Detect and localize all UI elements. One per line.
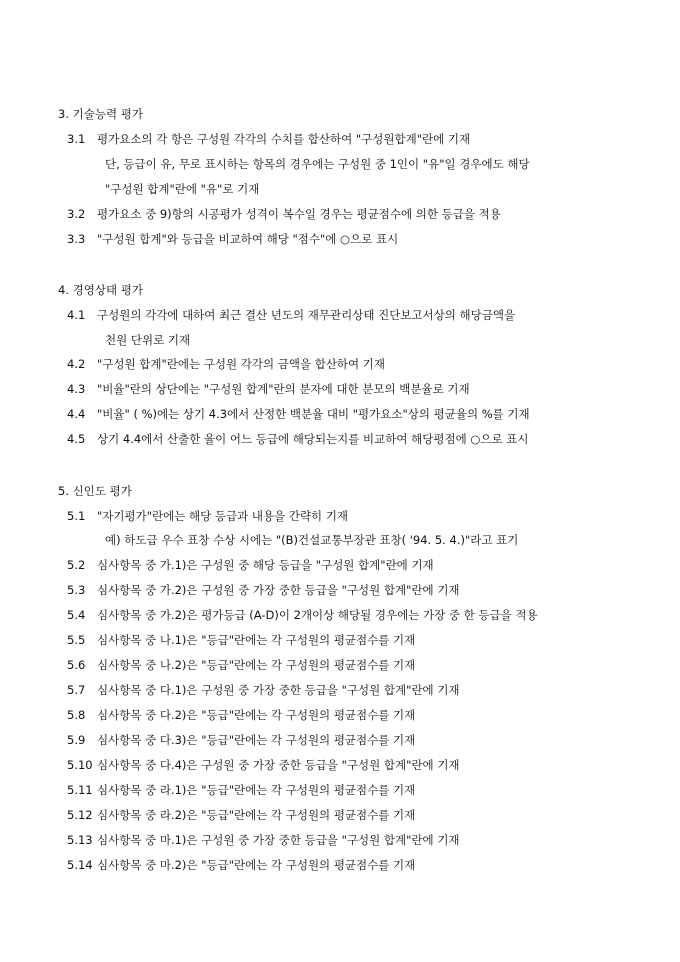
section-heading: 4. 경영상태 평가 (58, 283, 143, 297)
item-number: 5.5 (67, 633, 86, 647)
item-text: 심사항목 중 마.2)은 "등급"란에는 각 구성원의 평균점수를 기재 (97, 858, 416, 872)
list-item (67, 832, 460, 848)
list-item (67, 757, 460, 773)
item-text: 평가요소의 각 항은 구성원 각각의 수치를 합산하여 "구성원합계"란에 기재 (97, 132, 471, 146)
item-text: 구성원의 각각에 대하여 최근 결산 년도의 재무관리상태 진단보고서상의 해당금액을 (97, 308, 516, 322)
list-item (67, 657, 415, 673)
item-number: 3.3 (67, 232, 86, 246)
item-number: 3.2 (67, 207, 86, 221)
item-text: "비율" ( %)에는 상기 4.3에서 산정한 백분율 대비 "평가요소"상의 평균율의 %를 기재 (97, 407, 530, 421)
list-item (67, 582, 460, 598)
item-number: 4.3 (67, 382, 86, 396)
item-number: 5.3 (67, 583, 86, 597)
item-continuation: 천원 단위로 기재 (105, 333, 191, 347)
item-number: 4.5 (67, 432, 86, 446)
item-number: 5.10 (67, 758, 93, 772)
item-number: 5.13 (67, 833, 93, 847)
item-number: 5.4 (67, 608, 86, 622)
list-item (67, 557, 434, 573)
list-item (67, 782, 415, 798)
list-item (67, 632, 415, 648)
list-item (67, 406, 530, 422)
list-item (67, 682, 460, 698)
list-item (67, 307, 515, 323)
item-number: 3.1 (67, 132, 86, 146)
list-item (67, 857, 415, 873)
list-item (67, 707, 415, 723)
item-number: 5.2 (67, 558, 86, 572)
item-number: 4.4 (67, 407, 86, 421)
item-text: 심사항목 중 다.4)은 구성원 중 가장 중한 등급을 "구성원 합계"란에 기재 (97, 758, 460, 772)
list-item (67, 131, 470, 147)
item-number: 5.9 (67, 733, 86, 747)
item-continuation: 단, 등급이 유, 무로 표시하는 항목의 경우에는 구성원 중 1인이 "유"일 경우에도 해당 (105, 157, 530, 171)
list-item (67, 206, 501, 222)
item-text: 심사항목 중 가.2)은 평가등급 (A-D)이 2개이상 해당될 경우에는 가장 중 한 등급을 적용 (97, 608, 538, 622)
item-text: "비율"란의 상단에는 "구성원 합계"란의 분자에 대한 분모의 백분율로 기재 (97, 382, 470, 396)
item-text: 심사항목 중 가.2)은 구성원 중 가장 중한 등급을 "구성원 합계"란에 기재 (97, 583, 460, 597)
item-text: 상기 4.4에서 산출한 율이 어느 등급에 해당되는지를 비교하여 해당평점에 ○으로 표시 (97, 432, 529, 446)
item-text: "구성원 합계"와 등급을 비교하여 해당 "점수"에 ○으로 표시 (97, 232, 399, 246)
item-text: 심사항목 중 나.2)은 "등급"란에는 각 구성원의 평균점수를 기재 (97, 658, 416, 672)
item-text: "구성원 합계"란에는 구성원 각각의 금액을 합산하여 기재 (97, 357, 386, 371)
list-item (67, 381, 470, 397)
item-number: 5.11 (67, 783, 93, 797)
item-text: 심사항목 중 다.1)은 구성원 중 가장 중한 등급을 "구성원 합계"란에 기재 (97, 683, 460, 697)
item-text: 심사항목 중 다.3)은 "등급"란에는 각 구성원의 평균점수를 기재 (97, 733, 416, 747)
section-heading: 3. 기술능력 평가 (58, 107, 143, 121)
list-item (67, 807, 415, 823)
item-number: 5.14 (67, 858, 93, 872)
item-number: 5.6 (67, 658, 86, 672)
item-continuation: "구성원 합계"란에 "유"로 기재 (105, 182, 260, 196)
list-item (67, 732, 415, 748)
item-text: 심사항목 중 다.2)은 "등급"란에는 각 구성원의 평균점수를 기재 (97, 708, 416, 722)
list-item (67, 431, 528, 447)
item-number: 5.7 (67, 683, 86, 697)
list-item (67, 231, 398, 247)
item-text: 심사항목 중 라.1)은 "등급"란에는 각 구성원의 평균점수를 기재 (97, 783, 416, 797)
list-item (67, 508, 348, 524)
item-number: 5.12 (67, 808, 93, 822)
item-number: 4.2 (67, 357, 86, 371)
item-continuation: 예) 하도급 우수 표창 수상 시에는 "(B)건설교통부장관 표창( '94. 5. 4.)"라고 표기 (105, 533, 519, 547)
list-item (67, 607, 538, 623)
section-heading: 5. 신인도 평가 (58, 484, 132, 498)
item-text: 심사항목 중 나.1)은 "등급"란에는 각 구성원의 평균점수를 기재 (97, 633, 416, 647)
item-text: "자기평가"란에는 해당 등급과 내용을 간략히 기재 (97, 509, 349, 523)
item-text: 심사항목 중 마.1)은 구성원 중 가장 중한 등급을 "구성원 합계"란에 기재 (97, 833, 460, 847)
item-number: 4.1 (67, 308, 86, 322)
item-text: 심사항목 중 가.1)은 구성원 중 해당 등급을 "구성원 합계"란에 기재 (97, 558, 434, 572)
list-item (67, 356, 385, 372)
item-text: 심사항목 중 라.2)은 "등급"란에는 각 구성원의 평균점수를 기재 (97, 808, 416, 822)
item-text: 평가요소 중 9)항의 시공평가 성격이 복수일 경우는 평균점수에 의한 등급을 적용 (97, 207, 501, 221)
item-number: 5.8 (67, 708, 86, 722)
item-number: 5.1 (67, 509, 86, 523)
